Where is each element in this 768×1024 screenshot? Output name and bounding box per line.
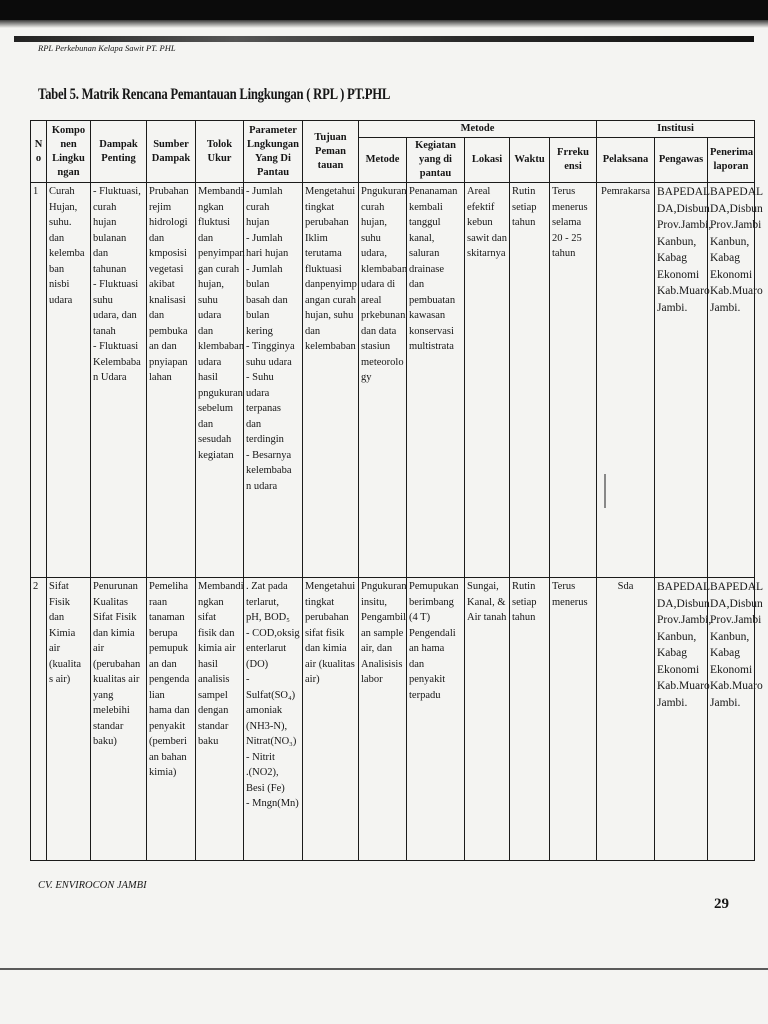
col-group-institusi: Institusi xyxy=(597,121,755,138)
col-header-kegiatan: Kegiatan yang di pantau xyxy=(407,138,465,183)
cell-tolok: Membandi ngkan sifat fisik dan kimia air hasil analisis sampel dengan standar baku xyxy=(196,578,244,861)
scan-top-shadow xyxy=(0,20,768,28)
cell-lokasi: Areal efektif kebun sawit dan skitarnya xyxy=(465,183,510,578)
cell-tolok: Membandi ngkan fluktusi dan penyimpan gan curah hujan, suhu udara dan klembaban udara hasil pngukuran sebelum dan sesudah kegiatan xyxy=(196,183,244,578)
cell-no: 2 xyxy=(31,578,47,861)
footer-consultant: CV. ENVIROCON JAMBI xyxy=(38,880,147,891)
cell-sumber: Prubahan rejim hidrologi dan kmposisi vegetasi akibat knalisasi dan pembuka an dan pnyiapan lahan xyxy=(147,183,196,578)
cell-pengawas: BAPEDAL DA,Disbun Prov.Jambi, Kanbun, Kabag Ekonomi Kab.Muaro Jambi. xyxy=(655,183,708,578)
cell-lokasi: Sungai, Kanal, & Air tanah xyxy=(465,578,510,861)
col-header-waktu: Waktu xyxy=(510,138,550,183)
scan-mark xyxy=(604,474,606,508)
cell-dampak: - Fluktuasi, curah hujan bulanan dan tahunan - Fluktuasi suhu udara, dan tanah - Fluktuasi Kelembaba n Udara xyxy=(91,183,147,578)
cell-waktu: Rutin setiap tahun xyxy=(510,183,550,578)
table-row xyxy=(31,578,755,861)
cell-komponen: Curah Hujan, suhu. dan kelemba ban nisbi udara xyxy=(47,183,91,578)
scan-top-border xyxy=(0,0,768,20)
cell-metode: Pngukuran insitu, Pengambil an sample air, dan Analisisis labor xyxy=(359,578,407,861)
col-header-pengawas: Pengawas xyxy=(655,138,708,183)
cell-pelaksana: Sda xyxy=(597,578,655,861)
col-group-metode: Metode xyxy=(359,121,597,138)
cell-penerima: BAPEDAL DA,Disbun Prov.Jambi Kanbun, Kabag Ekonomi Kab.Muaro Jambi. xyxy=(708,578,755,861)
table-title: Tabel 5. Matrik Rencana Pemantauan Lingkungan ( RPL ) PT.PHL xyxy=(38,86,391,103)
col-header-pelaksana: Pelaksana xyxy=(597,138,655,183)
table-row xyxy=(31,183,755,578)
header-rule xyxy=(14,36,754,42)
col-header-dampak: Dampak Penting xyxy=(91,121,147,183)
col-header-tolok: Tolok Ukur xyxy=(196,121,244,183)
col-header-frekuensi: Frreku ensi xyxy=(550,138,597,183)
header-row-1 xyxy=(31,121,755,138)
cell-parameter: - Jumlah curah hujan - Jumlah hari hujan - Jumlah bulan basah dan bulan kering - Tingginya suhu udara - Suhu udara terpanas dan terdingin - Besarnya kelembaba n udara xyxy=(244,183,303,578)
cell-tujuan: Mengetahui tingkat perubahan Iklim terutama fluktuasi danpenyimp angan curah hujan, suhu dan kelembaban xyxy=(303,183,359,578)
cell-metode: Pngukuran curah hujan, suhu udara, klembaban udara di areal prkebunan dan data stasiun meteorolo gy xyxy=(359,183,407,578)
running-header: RPL Perkebunan Kelapa Sawit PT. PHL xyxy=(38,43,176,53)
page-number: 29 xyxy=(714,896,729,912)
col-header-tujuan: Tujuan Peman tauan xyxy=(303,121,359,183)
col-header-parameter: Parameter Lngkungan Yang Di Pantau xyxy=(244,121,303,183)
cell-no: 1 xyxy=(31,183,47,578)
col-header-sumber: Sumber Dampak xyxy=(147,121,196,183)
cell-frekuensi: Terus menerus selama 20 - 25 tahun xyxy=(550,183,597,578)
cell-pelaksana: Pemrakarsa xyxy=(597,183,655,578)
cell-tujuan: Mengetahui tingkat perubahan sifat fisik dan kimia air (kualitas air) xyxy=(303,578,359,861)
bottom-rule xyxy=(0,968,768,970)
cell-pengawas: BAPEDAL DA,Disbun Prov.Jambi, Kanbun, Kabag Ekonomi Kab.Muaro Jambi. xyxy=(655,578,708,861)
cell-kegiatan: Pemupukan berimbang (4 T) Pengendali an hama dan penyakit terpadu xyxy=(407,578,465,861)
rpl-matrix-table xyxy=(30,120,764,861)
cell-sumber: Pemeliha raan tanaman berupa pemupuk an dan pengenda lian hama dan penyakit (pemberi an bahan kimia) xyxy=(147,578,196,861)
cell-kegiatan: Penanaman kembali tanggul kanal, saluran drainase dan pembuatan kawasan konservasi multistrata xyxy=(407,183,465,578)
cell-penerima: BAPEDAL DA,Disbun Prov.Jambi Kanbun, Kabag Ekonomi Kab.Muaro Jambi. xyxy=(708,183,755,578)
cell-frekuensi: Terus menerus xyxy=(550,578,597,861)
col-header-lokasi: Lokasi xyxy=(465,138,510,183)
cell-waktu: Rutin setiap tahun xyxy=(510,578,550,861)
col-header-metode: Metode xyxy=(359,138,407,183)
col-header-no: N o xyxy=(31,121,47,183)
cell-parameter: . Zat pada terlarut, pH, BOD₅ - COD,oksig enterlarut (DO) - Sulfat(SO₄) amoniak (NH3-N), Nitrat(NO₃) - Nitrit .(NO2), Besi (Fe) - Mngn(Mn) xyxy=(244,578,303,861)
cell-komponen: Sifat Fisik dan Kimia air (kualita s air) xyxy=(47,578,91,861)
col-header-penerima: Penerima laporan xyxy=(708,138,755,183)
cell-dampak: Penurunan Kualitas Sifat Fisik dan kimia air (perubahan kualitas air yang melebihi standar baku) xyxy=(91,578,147,861)
col-header-komponen: Kompo nen Lingku ngan xyxy=(47,121,91,183)
